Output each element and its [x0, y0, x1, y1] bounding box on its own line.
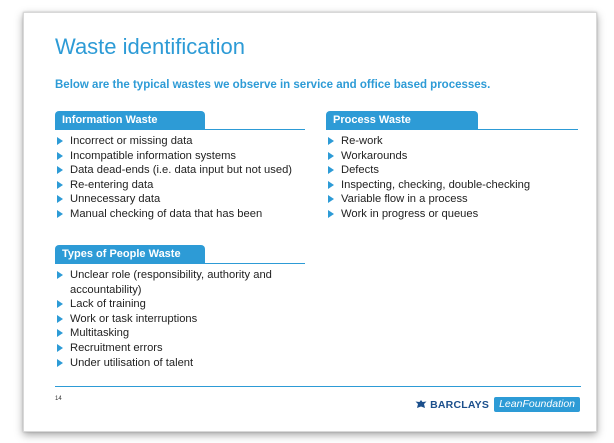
list-item — [55, 149, 305, 164]
people-waste-header — [55, 245, 305, 264]
list-item — [55, 268, 305, 297]
list-item-text: Variable flow in a process — [341, 193, 468, 206]
list-item — [326, 163, 578, 178]
slide — [23, 12, 597, 432]
process-waste-list — [326, 134, 578, 222]
list-item-text: Inspecting, checking, double-checking — [341, 178, 531, 191]
bullet-arrow-icon — [57, 300, 63, 308]
list-item-text: Recruitment errors — [70, 341, 163, 354]
list-item-text: Work in progress or queues — [341, 207, 479, 220]
information-waste-list — [55, 134, 305, 222]
bullet-arrow-icon — [57, 315, 63, 323]
bullet-arrow-icon — [57, 152, 63, 160]
list-item-text: Defects — [341, 164, 379, 177]
bullet-arrow-icon — [57, 271, 63, 279]
eagle-icon — [415, 399, 427, 410]
bullet-arrow-icon — [328, 195, 334, 203]
brand-logo — [415, 397, 580, 412]
section-tab: Types of People Waste — [55, 245, 205, 264]
list-item-text: Incorrect or missing data — [70, 135, 193, 147]
bullet-arrow-icon — [57, 359, 63, 367]
brand-name: BARCLAYS — [430, 398, 490, 411]
list-item — [55, 207, 305, 222]
list-item — [55, 312, 305, 327]
list-item — [55, 178, 305, 193]
footer-divider — [55, 386, 581, 387]
bullet-arrow-icon — [328, 181, 334, 189]
list-item — [55, 134, 305, 149]
bullet-arrow-icon — [57, 195, 63, 203]
list-item-text: Unnecessary data — [70, 193, 161, 206]
process-waste-header — [326, 111, 578, 130]
list-item — [55, 163, 305, 178]
list-item-text: Work or task interruptions — [70, 312, 198, 325]
list-item-text: Re-entering data — [70, 178, 154, 191]
bullet-arrow-icon — [328, 137, 334, 145]
bullet-arrow-icon — [57, 166, 63, 174]
people-waste-section — [55, 245, 305, 370]
information-waste-section — [55, 111, 305, 222]
list-item — [326, 134, 578, 149]
bullet-arrow-icon — [57, 181, 63, 189]
list-item-text: Re-work — [341, 135, 383, 147]
bullet-arrow-icon — [57, 137, 63, 145]
list-item — [55, 326, 305, 341]
lean-foundation-badge: LeanFoundation — [494, 397, 580, 412]
list-item — [326, 149, 578, 164]
bullet-arrow-icon — [328, 210, 334, 218]
process-waste-section — [326, 111, 578, 222]
list-item — [326, 178, 578, 193]
bullet-arrow-icon — [328, 152, 334, 160]
list-item-text: Manual checking of data that has been — [70, 207, 263, 220]
bullet-arrow-icon — [57, 329, 63, 337]
list-item — [326, 192, 578, 207]
list-item — [326, 207, 578, 222]
list-item-text: Data dead-ends (i.e. data input but not used) — [70, 164, 293, 177]
list-item-text: Unclear role (responsibility, authority and accountability) — [70, 269, 272, 296]
people-waste-list — [55, 268, 305, 370]
list-item-text: Under utilisation of talent — [70, 356, 194, 369]
section-tab: Information Waste — [55, 111, 205, 130]
bullet-arrow-icon — [328, 166, 334, 174]
list-item-text: Workarounds — [341, 149, 408, 162]
list-item — [55, 341, 305, 356]
list-item — [55, 297, 305, 312]
list-item — [55, 192, 305, 207]
bullet-arrow-icon — [57, 344, 63, 352]
page-number: 14 — [55, 396, 62, 402]
bullet-arrow-icon — [57, 210, 63, 218]
list-item-text: Incompatible information systems — [70, 149, 237, 162]
list-item-text: Multitasking — [70, 327, 130, 340]
list-item — [55, 356, 305, 371]
section-tab: Process Waste — [326, 111, 478, 130]
information-waste-header — [55, 111, 305, 130]
slide-title: Waste identification — [55, 34, 245, 59]
slide-subtitle: Below are the typical wastes we observe in service and office based processes. — [55, 79, 491, 91]
list-item-text: Lack of training — [70, 298, 146, 311]
